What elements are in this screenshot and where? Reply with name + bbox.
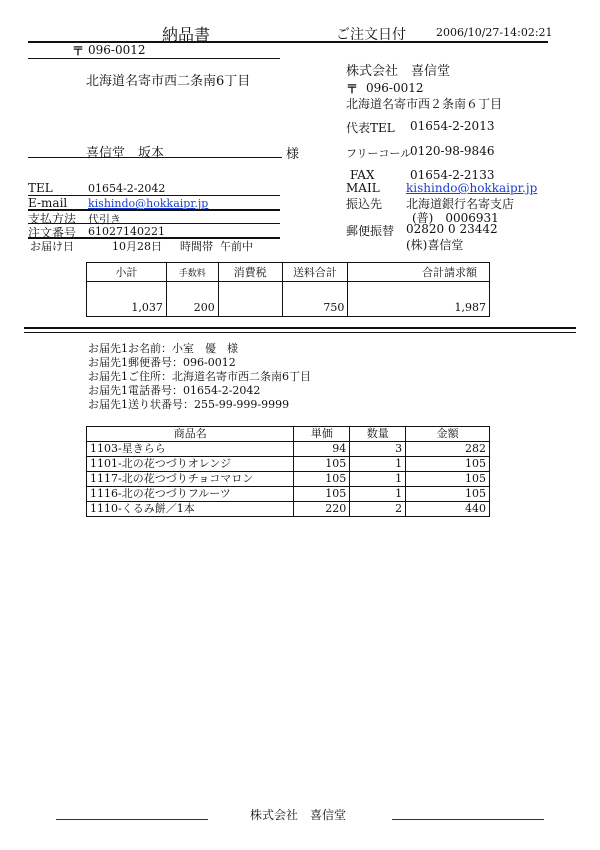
summary-value-row bbox=[87, 282, 490, 317]
item-name: 1101-北の花つづりオレンジ bbox=[87, 457, 294, 472]
delivery-line-tracking: お届先1送り状番号：255-99-999-9999 bbox=[88, 398, 290, 411]
item-amount: 105 bbox=[406, 472, 490, 487]
table-row bbox=[87, 502, 490, 517]
item-quantity: 1 bbox=[350, 472, 406, 487]
item-amount: 440 bbox=[406, 502, 490, 517]
items-table bbox=[86, 426, 490, 517]
item-name: 1116-北の花つづりフルーツ bbox=[87, 487, 294, 502]
summary-header-shipping: 送料合計 bbox=[282, 263, 348, 282]
info-delivery-date: 10月28日 bbox=[112, 240, 162, 253]
item-quantity: 1 bbox=[350, 457, 406, 472]
summary-value-shipping: 750 bbox=[282, 282, 348, 317]
item-unit-price: 105 bbox=[294, 472, 350, 487]
summary-header-fee: 手数料 bbox=[166, 263, 218, 282]
summary-value-subtotal: 1,037 bbox=[87, 282, 167, 317]
items-header-product: 商品名 bbox=[87, 427, 294, 442]
seller-freecall-label: フリーコール bbox=[346, 147, 412, 160]
seller-tel: 01654-2-2013 bbox=[410, 119, 495, 133]
document-title: 納品書 bbox=[162, 25, 211, 44]
footer-rule-right bbox=[392, 819, 544, 820]
seller-mail-label: MAIL bbox=[346, 181, 380, 195]
info-email-link[interactable]: kishindo@hokkaipr.jp bbox=[88, 197, 209, 210]
order-date-label: ご注文日付 bbox=[336, 27, 406, 43]
order-date: 2006/10/27-14:02:21 bbox=[436, 26, 553, 39]
seller-bank-label: 振込先 bbox=[346, 197, 383, 211]
item-name: 1103-星きらら bbox=[87, 442, 294, 457]
items-header-unit-price: 単価 bbox=[294, 427, 350, 442]
items-header-amount: 金額 bbox=[406, 427, 490, 442]
seller-postal-mark: 〒 bbox=[346, 82, 359, 96]
table-row bbox=[87, 457, 490, 472]
summary-value-total: 1,987 bbox=[348, 282, 490, 317]
seller-mail-link[interactable]: kishindo@hokkaipr.jp bbox=[406, 181, 538, 195]
seller-address: 北海道名寄市西２条南６丁目 bbox=[346, 97, 503, 111]
seller-postal-code: 096-0012 bbox=[366, 81, 424, 95]
seller-bank-account: (普) 0006931 bbox=[412, 211, 499, 225]
item-amount: 282 bbox=[406, 442, 490, 457]
info-email-label: E-mail bbox=[28, 196, 68, 210]
item-amount: 105 bbox=[406, 487, 490, 502]
info-delivery-date-label: お届け日 bbox=[30, 240, 74, 253]
separator-top bbox=[24, 327, 576, 329]
delivery-line-name: お届先1お名前：小室 優 様 bbox=[88, 342, 238, 355]
customer-name-underline bbox=[28, 157, 282, 158]
items-header-quantity: 数量 bbox=[350, 427, 406, 442]
info-time-slot: 午前中 bbox=[220, 240, 253, 253]
item-quantity: 3 bbox=[350, 442, 406, 457]
separator-bottom bbox=[24, 332, 576, 333]
customer-honorific: 様 bbox=[286, 147, 300, 162]
table-row bbox=[87, 472, 490, 487]
footer-rule-left bbox=[56, 819, 208, 820]
summary-header-subtotal: 小計 bbox=[87, 263, 167, 282]
seller-company: 株式会社 喜信堂 bbox=[346, 64, 451, 79]
item-amount: 105 bbox=[406, 457, 490, 472]
customer-address: 北海道名寄市西二条南6丁目 bbox=[86, 74, 251, 89]
info-time-slot-label: 時間帯 bbox=[180, 240, 213, 253]
customer-postal-code: 096-0012 bbox=[88, 43, 146, 57]
delivery-line-phone: お届先1電話番号：01654-2-2042 bbox=[88, 384, 261, 397]
delivery-line-postal: お届先1郵便番号：096-0012 bbox=[88, 356, 236, 369]
summary-header-tax: 消費税 bbox=[218, 263, 282, 282]
summary-header-total: 合計請求額 bbox=[348, 263, 490, 282]
item-unit-price: 220 bbox=[294, 502, 350, 517]
summary-value-fee: 200 bbox=[166, 282, 218, 317]
seller-postal-transfer-no: 02820 0 23442 bbox=[406, 222, 498, 236]
summary-header-row bbox=[87, 263, 490, 282]
customer-postal-mark: 〒 bbox=[72, 44, 85, 58]
item-quantity: 2 bbox=[350, 502, 406, 517]
item-quantity: 1 bbox=[350, 487, 406, 502]
items-header-row bbox=[87, 427, 490, 442]
seller-bank-name: 北海道銀行名寄支店 bbox=[406, 197, 515, 211]
item-unit-price: 105 bbox=[294, 487, 350, 502]
info-order-no-label: 注文番号 bbox=[28, 226, 77, 240]
info-order-no: 61027140221 bbox=[88, 225, 165, 238]
footer-company: 株式会社 喜信堂 bbox=[250, 808, 347, 822]
seller-fax-label: FAX bbox=[350, 168, 375, 182]
item-name: 1117-北の花つづりチョコマロン bbox=[87, 472, 294, 487]
seller-tel-label: 代表TEL bbox=[346, 121, 395, 135]
info-tel-label: TEL bbox=[28, 181, 53, 195]
customer-name: 喜信堂 坂本 bbox=[86, 146, 165, 161]
table-row bbox=[87, 487, 490, 502]
postal-underline bbox=[28, 58, 280, 59]
item-unit-price: 94 bbox=[294, 442, 350, 457]
summary-value-tax bbox=[218, 282, 282, 317]
seller-fax: 01654-2-2133 bbox=[410, 168, 495, 182]
table-row bbox=[87, 442, 490, 457]
seller-postal-transfer-name: (株)喜信堂 bbox=[406, 238, 464, 252]
seller-postal-transfer-label: 郵便振替 bbox=[346, 224, 395, 238]
item-name: 1110-くるみ餅／1本 bbox=[87, 502, 294, 517]
summary-table bbox=[86, 262, 490, 317]
info-tel: 01654-2-2042 bbox=[88, 182, 166, 195]
item-unit-price: 105 bbox=[294, 457, 350, 472]
info-payment-label: 支払方法 bbox=[28, 212, 77, 226]
info-payment: 代引き bbox=[88, 213, 121, 226]
seller-freecall: 0120-98-9846 bbox=[410, 144, 495, 158]
delivery-line-address: お届先1ご住所：北海道名寄市西二条南6丁目 bbox=[88, 370, 311, 383]
